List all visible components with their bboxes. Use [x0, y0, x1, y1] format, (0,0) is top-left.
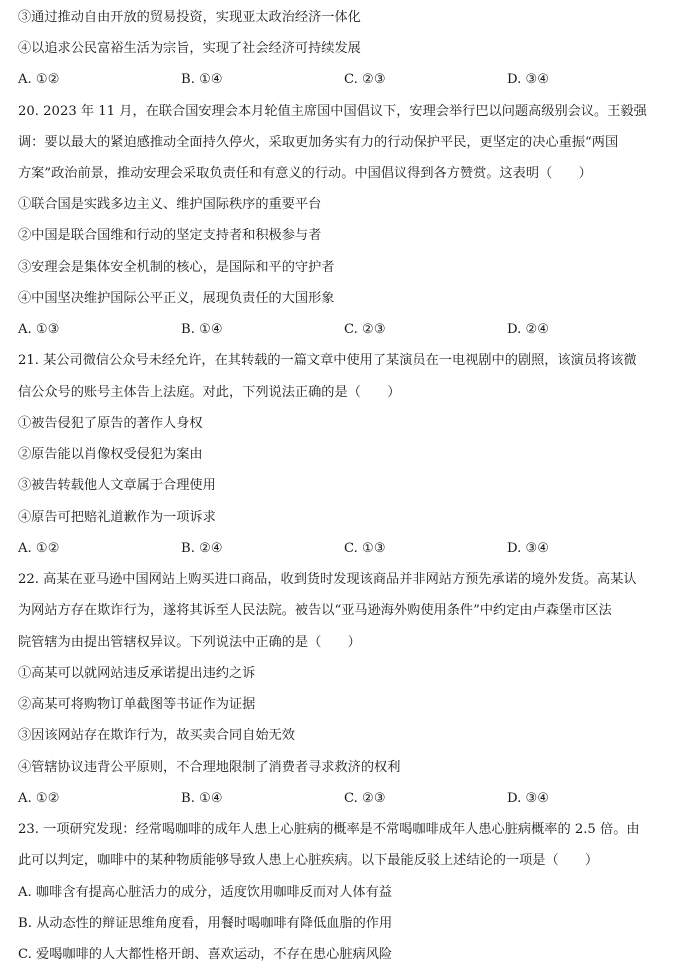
- q21-option-c: C. ①③: [344, 541, 386, 556]
- q21-item-3: ③被告转载他人文章属于合理使用: [18, 478, 216, 493]
- q23-choice-a: A. 咖啡含有提高心脏活力的成分，适度饮用咖啡反而对人体有益: [18, 885, 392, 900]
- q23-stem-line-2: 此可以判定，咖啡中的某种物质能够导致人患上心脏疾病。以下最能反驳上述结论的一项是（ ）: [18, 853, 599, 868]
- q23-choice-c: C. 爱喝咖啡的人大都性格开朗、喜欢运动，不存在患心脏病风险: [18, 947, 393, 962]
- q22-stem-line-2: 为网站方存在欺诈行为，遂将其诉至人民法院。被告以“亚马逊海外购使用条件”中约定由卢森堡市区法: [18, 603, 612, 618]
- q22-item-1: ①高某可以就网站违反承诺提出违约之诉: [18, 666, 256, 681]
- q23-stem-line-1: 23. 一项研究发现：经常喝咖啡的成年人患上心脏病的概率是不常喝咖啡成年人患心脏病概率的 2.5 倍。由: [18, 822, 640, 837]
- q21-item-1: ①被告侵犯了原告的著作人身权: [18, 416, 203, 431]
- q21-option-b: B. ②④: [181, 541, 223, 556]
- q20-item-4: ④中国坚决维护国际公平正义，展现负责任的大国形象: [18, 291, 335, 306]
- q22-item-2: ②高某可将购物订单截图等书证作为证据: [18, 697, 256, 712]
- q19-option-d: D. ③④: [507, 72, 550, 87]
- q20-item-2: ②中国是联合国维和行动的坚定支持者和积极参与者: [18, 228, 322, 243]
- q22-item-3: ③因该网站存在欺诈行为，故买卖合同自始无效: [18, 728, 295, 743]
- q22-option-c: C. ②③: [344, 791, 386, 806]
- q21-item-2: ②原告能以肖像权受侵犯为案由: [18, 447, 203, 462]
- q19-option-b: B. ①④: [181, 72, 223, 87]
- q21-option-d: D. ③④: [507, 541, 550, 556]
- q22-option-b: B. ①④: [181, 791, 223, 806]
- q20-option-d: D. ②④: [507, 322, 550, 337]
- q20-stem-line-3: 方案”政治前景，推动安理会采取负责任和有意义的行动。中国倡议得到各方赞赏。这表明（ ）: [18, 166, 592, 181]
- q22-option-a: A. ①②: [18, 791, 60, 806]
- q20-stem-line-1: 20. 2023 年 11 月，在联合国安理会本月轮值主席国中国倡议下，安理会举行巴以问题高级别会议。王毅强: [18, 104, 647, 119]
- q23-choice-b: B. 从动态性的辩证思维角度看，用餐时喝咖啡有降低血脂的作用: [18, 916, 393, 931]
- q20-option-b: B. ①④: [181, 322, 223, 337]
- q19-option-a: A. ①②: [18, 72, 60, 87]
- q20-stem-line-2: 调：要以最大的紧迫感推动全面持久停火，采取更加务实有力的行动保护平民，更坚定的决心重振“两国: [18, 135, 619, 150]
- q20-option-c: C. ②③: [344, 322, 386, 337]
- q20-option-a: A. ①③: [18, 322, 60, 337]
- q22-stem-line-1: 22. 高某在亚马逊中国网站上购买进口商品，收到货时发现该商品并非网站方预先承诺的境外发货。高某认: [18, 572, 637, 587]
- q19-option-c: C. ②③: [344, 72, 386, 87]
- q19-item-4: ④以追求公民富裕生活为宗旨，实现了社会经济可持续发展: [18, 41, 361, 56]
- q22-stem-line-3: 院管辖为由提出管辖权异议。下列说法中正确的是（ ）: [18, 635, 361, 650]
- q22-option-d: D. ③④: [507, 791, 550, 806]
- q21-option-a: A. ①②: [18, 541, 60, 556]
- q21-stem-line-1: 21. 某公司微信公众号未经允许，在其转载的一篇文章中使用了某演员在一电视剧中的剧照，该演员将该微: [18, 353, 637, 368]
- q22-item-4: ④管辖协议违背公平原则，不合理地限制了消费者寻求救济的权利: [18, 760, 401, 775]
- q20-item-1: ①联合国是实践多边主义、维护国际秩序的重要平台: [18, 197, 322, 212]
- q21-stem-line-2: 信公众号的账号主体告上法庭。对此，下列说法正确的是（ ）: [18, 385, 401, 400]
- q19-item-3: ③通过推动自由开放的贸易投资，实现亚太政治经济一体化: [18, 10, 361, 25]
- q20-item-3: ③安理会是集体安全机制的核心，是国际和平的守护者: [18, 260, 335, 275]
- q21-item-4: ④原告可把赔礼道歉作为一项诉求: [18, 510, 216, 525]
